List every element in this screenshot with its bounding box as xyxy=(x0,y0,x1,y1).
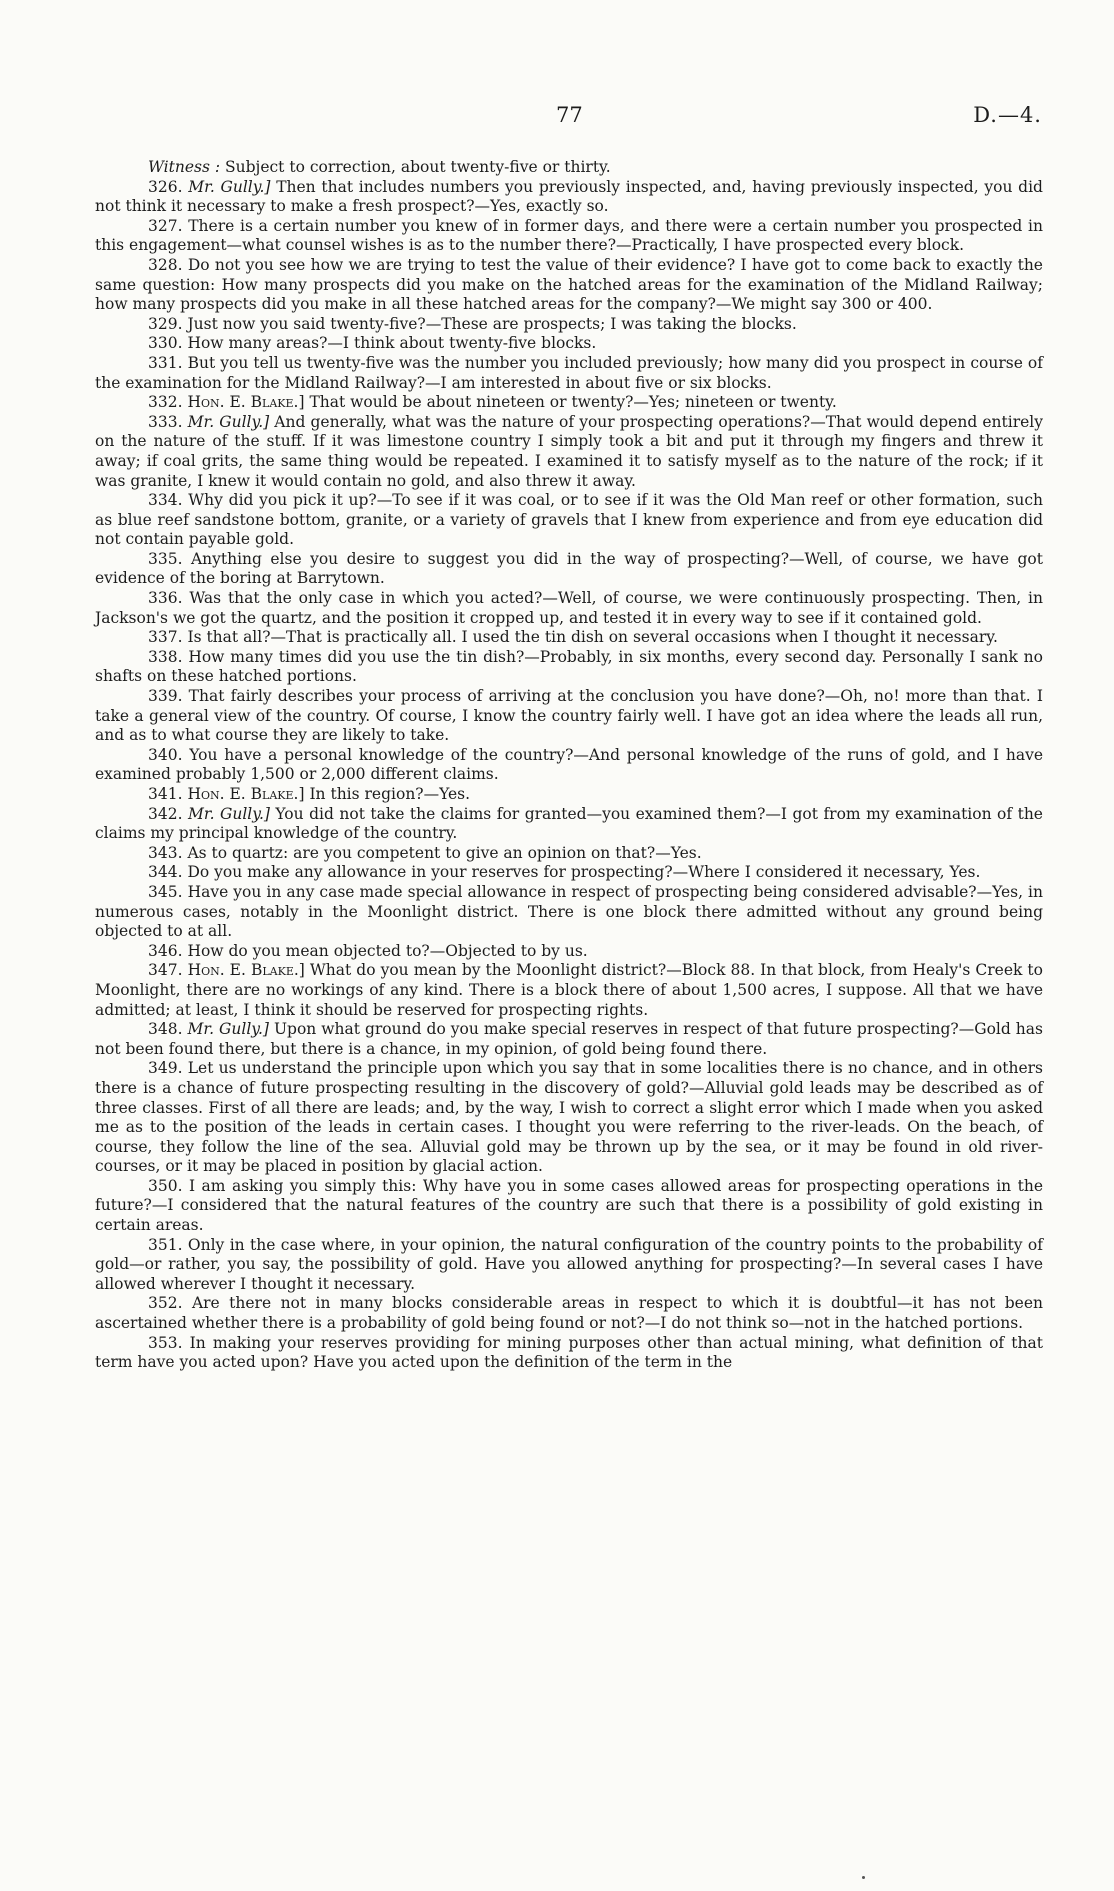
paragraph-text: Upon what ground do you make special reserves in respect of that future prospecting?—Gold has not been found there, but there is a chance, in my opinion, of gold being found there. xyxy=(95,1020,1043,1058)
paragraph-text: But you tell us twenty-five was the number you included previously; how many did you prospect in course of the examination for the Midland Railway?—I am interested in about five or six blocks. xyxy=(95,353,1043,392)
paragraph-text: Do not you see how we are trying to test the value of their evidence? I have got to come back to exactly the same question: How many prospects did you make on the hatched areas for the examination of the Midland Railway; how many prospects did you make in all these hatched areas for the company?—We might say 300 or 400. xyxy=(95,255,1043,314)
paragraph-text: That fairly describes your process of arriving at the conclusion you have done?—Oh, no! more than that. I take a general view of the country. Of course, I know the country fairly well. I have got an idea where the leads all run, and as to what course they are likely to take. xyxy=(95,687,1043,745)
question-number: 341. xyxy=(148,785,183,803)
question-number: 336. xyxy=(148,589,183,608)
testimony-paragraph xyxy=(95,334,1043,354)
question-number: 348. xyxy=(148,1020,183,1039)
document-reference: D.—4. xyxy=(973,103,1042,127)
testimony-paragraph xyxy=(95,863,1043,883)
paragraph-text: And generally, what was the nature of your prospecting operations?—That would depend entirely on the nature of the stuff. If it was limestone country I simply took a bit and put it through my fingers and threw it away; if coal grits, the same thing would be repeated. I examined it to satisfy myself as to the nature of the rock; if it was granite, I knew it would contain no gold, and also threw it away. xyxy=(95,412,1043,490)
question-number: 345. xyxy=(148,882,183,901)
stray-mark xyxy=(862,1876,865,1879)
paragraph-text: I am asking you simply this: Why have you in some cases allowed areas for prospecting operations in the future?—I considered that the natural features of the country are such that there is a possibility of gold existing in certain areas. xyxy=(95,1176,1043,1235)
testimony-paragraph xyxy=(95,1236,1043,1295)
paragraph-text: What do you mean by the Moonlight district?—Block 88. In that block, from Healy's Creek to Moonlight, there are no workings of any kind. There is a block there of about 1,500 acres, I suppose. All that we have admitted; at least, I think it should be reserved for prospecting rights. xyxy=(95,961,1043,1019)
paragraph-text: Do you make any allowance in your reserves for prospecting?—Where I considered it necessary, Yes. xyxy=(187,863,981,882)
paragraph-text: Why did you pick it up?—To see if it was coal, or to see if it was the Old Man reef or other formation, such as blue reef sandstone bottom, granite, or a variety of gravels that I knew from experience and from eye education did not contain payable gold. xyxy=(95,491,1043,549)
testimony-paragraph xyxy=(95,1177,1043,1236)
paragraph-text: How many areas?—I think about twenty-five blocks. xyxy=(187,334,597,353)
question-number: 346. xyxy=(148,941,183,960)
testimony-paragraph xyxy=(95,256,1043,315)
testimony-paragraph xyxy=(95,413,1043,491)
speaker-label: Hon. E. Blake.] xyxy=(187,961,305,980)
testimony-paragraph xyxy=(95,393,1043,413)
paragraph-text: Was that the only case in which you acted?—Well, of course, we were continuously prospecting. Then, in Jackson's we got the quartz, and the position it cropped up, and tested it in every way to see if it contained gold. xyxy=(95,589,1043,627)
testimony-paragraph xyxy=(95,805,1043,844)
paragraph-text: Have you in any case made special allowance in respect of prospecting being considered advisable?—Yes, in numerous cases, notably in the Moonlight district. There is one block there admitted without any ground being objected to at all. xyxy=(95,882,1043,941)
paragraph-text: There is a certain number you knew of in former days, and there were a certain number you prospected in this engagement—what counsel wishes is as to the number there?—Practically, I have prospected every block. xyxy=(95,216,1043,255)
paragraph-text: Are there not in many blocks considerable areas in respect to which it is doubtful—it has not been ascertained whether there is a probability of gold being found or not?—I do not think so—not in the hatched portions. xyxy=(95,1294,1043,1333)
question-number: 329. xyxy=(148,314,183,333)
testimony-paragraph xyxy=(95,178,1043,217)
question-number: 338. xyxy=(148,647,183,666)
testimony-paragraph xyxy=(95,746,1043,785)
paragraph-text: Anything else you desire to suggest you did in the way of prospecting?—Well, of course, we have got evidence of the boring at Barrytown. xyxy=(95,549,1043,588)
paragraph-text: You did not take the claims for granted—you examined them?—I got from my examination of the claims my principal knowledge of the country. xyxy=(95,804,1043,843)
paragraph-text: As to quartz: are you competent to give an opinion on that?—Yes. xyxy=(187,843,702,862)
speaker-label: Hon. E. Blake.] xyxy=(187,393,305,412)
question-number: 337. xyxy=(148,628,183,647)
paragraph-text: How do you mean objected to?—Objected to by us. xyxy=(187,941,588,960)
paragraph-text: That would be about nineteen or twenty?—Yes; nineteen or twenty. xyxy=(309,393,837,412)
question-number: 344. xyxy=(148,863,183,882)
testimony-paragraph xyxy=(95,648,1043,687)
testimony-paragraph xyxy=(95,550,1043,589)
testimony-paragraph xyxy=(95,687,1043,746)
question-number: 331. xyxy=(148,353,183,372)
testimony-paragraph xyxy=(95,942,1043,962)
question-number: 353. xyxy=(148,1333,183,1352)
paragraph-text: In making your reserves providing for mining purposes other than actual mining, what definition of that term have you acted upon? Have you acted upon the definition of the term in the xyxy=(95,1333,1043,1372)
question-number: 335. xyxy=(148,549,183,568)
testimony-paragraph xyxy=(95,491,1043,550)
question-number: 339. xyxy=(148,687,183,706)
testimony-paragraph xyxy=(95,883,1043,942)
question-number: 340. xyxy=(148,745,183,764)
question-number: 333. xyxy=(148,412,183,431)
question-number: 332. xyxy=(148,393,183,412)
paragraph-text: Let us understand the principle upon which you say that in some localities there is no chance, and in others there is a chance of future prospecting resulting in the discovery of gold?—Alluvial gold leads may be described as of three classes. First of all there are leads; and, by the way, I wish to correct a slight error which I made when you asked me as to the position of the leads in certain cases. I thought you were referring to the river-leads. On the beach, of course, they follow the line of the sea. Alluvial gold may be thrown up by the sea, or it may be found in old river-courses, or it may be placed in position by glacial action. xyxy=(95,1059,1043,1176)
question-number: 343. xyxy=(148,843,183,862)
testimony-paragraph xyxy=(95,1059,1043,1177)
question-number: 330. xyxy=(148,334,183,353)
page-header xyxy=(0,103,1114,133)
question-number: 349. xyxy=(148,1059,183,1078)
question-number: 347. xyxy=(148,961,183,980)
paragraph-text: In this region?—Yes. xyxy=(309,785,471,803)
testimony-paragraph xyxy=(95,315,1043,335)
testimony-paragraph xyxy=(95,354,1043,393)
question-number: 328. xyxy=(148,255,183,274)
question-number: 326. xyxy=(148,177,183,196)
testimony-paragraph xyxy=(95,961,1043,1020)
testimony-paragraph xyxy=(95,158,1043,178)
testimony-paragraph xyxy=(95,1020,1043,1059)
speaker-label: Mr. Gully.] xyxy=(187,412,270,431)
paragraph-text: Subject to correction, about twenty-five or thirty. xyxy=(225,158,611,176)
testimony-body xyxy=(95,158,1043,1373)
speaker-label: Hon. E. Blake.] xyxy=(187,785,305,803)
question-number: 327. xyxy=(148,216,183,235)
paragraph-text: You have a personal knowledge of the country?—And personal knowledge of the runs of gold, and I have examined probably 1,500 or 2,000 different claims. xyxy=(95,745,1043,784)
speaker-label: Mr. Gully.] xyxy=(188,804,270,823)
question-number: 352. xyxy=(148,1294,183,1313)
paragraph-text: Is that all?—That is practically all. I used the tin dish on several occasions when I thought it necessary. xyxy=(187,628,998,647)
paragraph-text: Only in the case where, in your opinion, the natural configuration of the country points to the probability of gold—or rather, you say, the possibility of gold. Have you allowed anything for prospecting?—In several cases I have allowed wherever I thought it necessary. xyxy=(95,1235,1043,1293)
testimony-paragraph xyxy=(95,628,1043,648)
speaker-label: Mr. Gully.] xyxy=(187,1020,269,1039)
paragraph-text: Then that includes numbers you previously inspected, and, having previously inspected, you did not think it necessary to make a fresh prospect?—Yes, exactly so. xyxy=(95,177,1043,216)
testimony-paragraph xyxy=(95,844,1043,864)
testimony-paragraph xyxy=(95,1334,1043,1373)
testimony-paragraph xyxy=(95,217,1043,256)
speaker-label: Mr. Gully.] xyxy=(188,177,271,196)
question-number: 342. xyxy=(148,804,183,823)
question-number: 351. xyxy=(148,1235,183,1254)
paragraph-text: Just now you said twenty-five?—These are prospects; I was taking the blocks. xyxy=(187,314,797,333)
speaker-label: Witness : xyxy=(148,158,221,176)
testimony-paragraph xyxy=(95,785,1043,805)
page-number: 77 xyxy=(556,103,583,127)
paragraph-text: How many times did you use the tin dish?—Probably, in six months, every second day. Personally I sank no shafts on these hatched portions. xyxy=(95,647,1043,686)
question-number: 334. xyxy=(148,491,183,510)
question-number: 350. xyxy=(148,1176,183,1195)
testimony-paragraph xyxy=(95,589,1043,628)
testimony-paragraph xyxy=(95,1294,1043,1333)
